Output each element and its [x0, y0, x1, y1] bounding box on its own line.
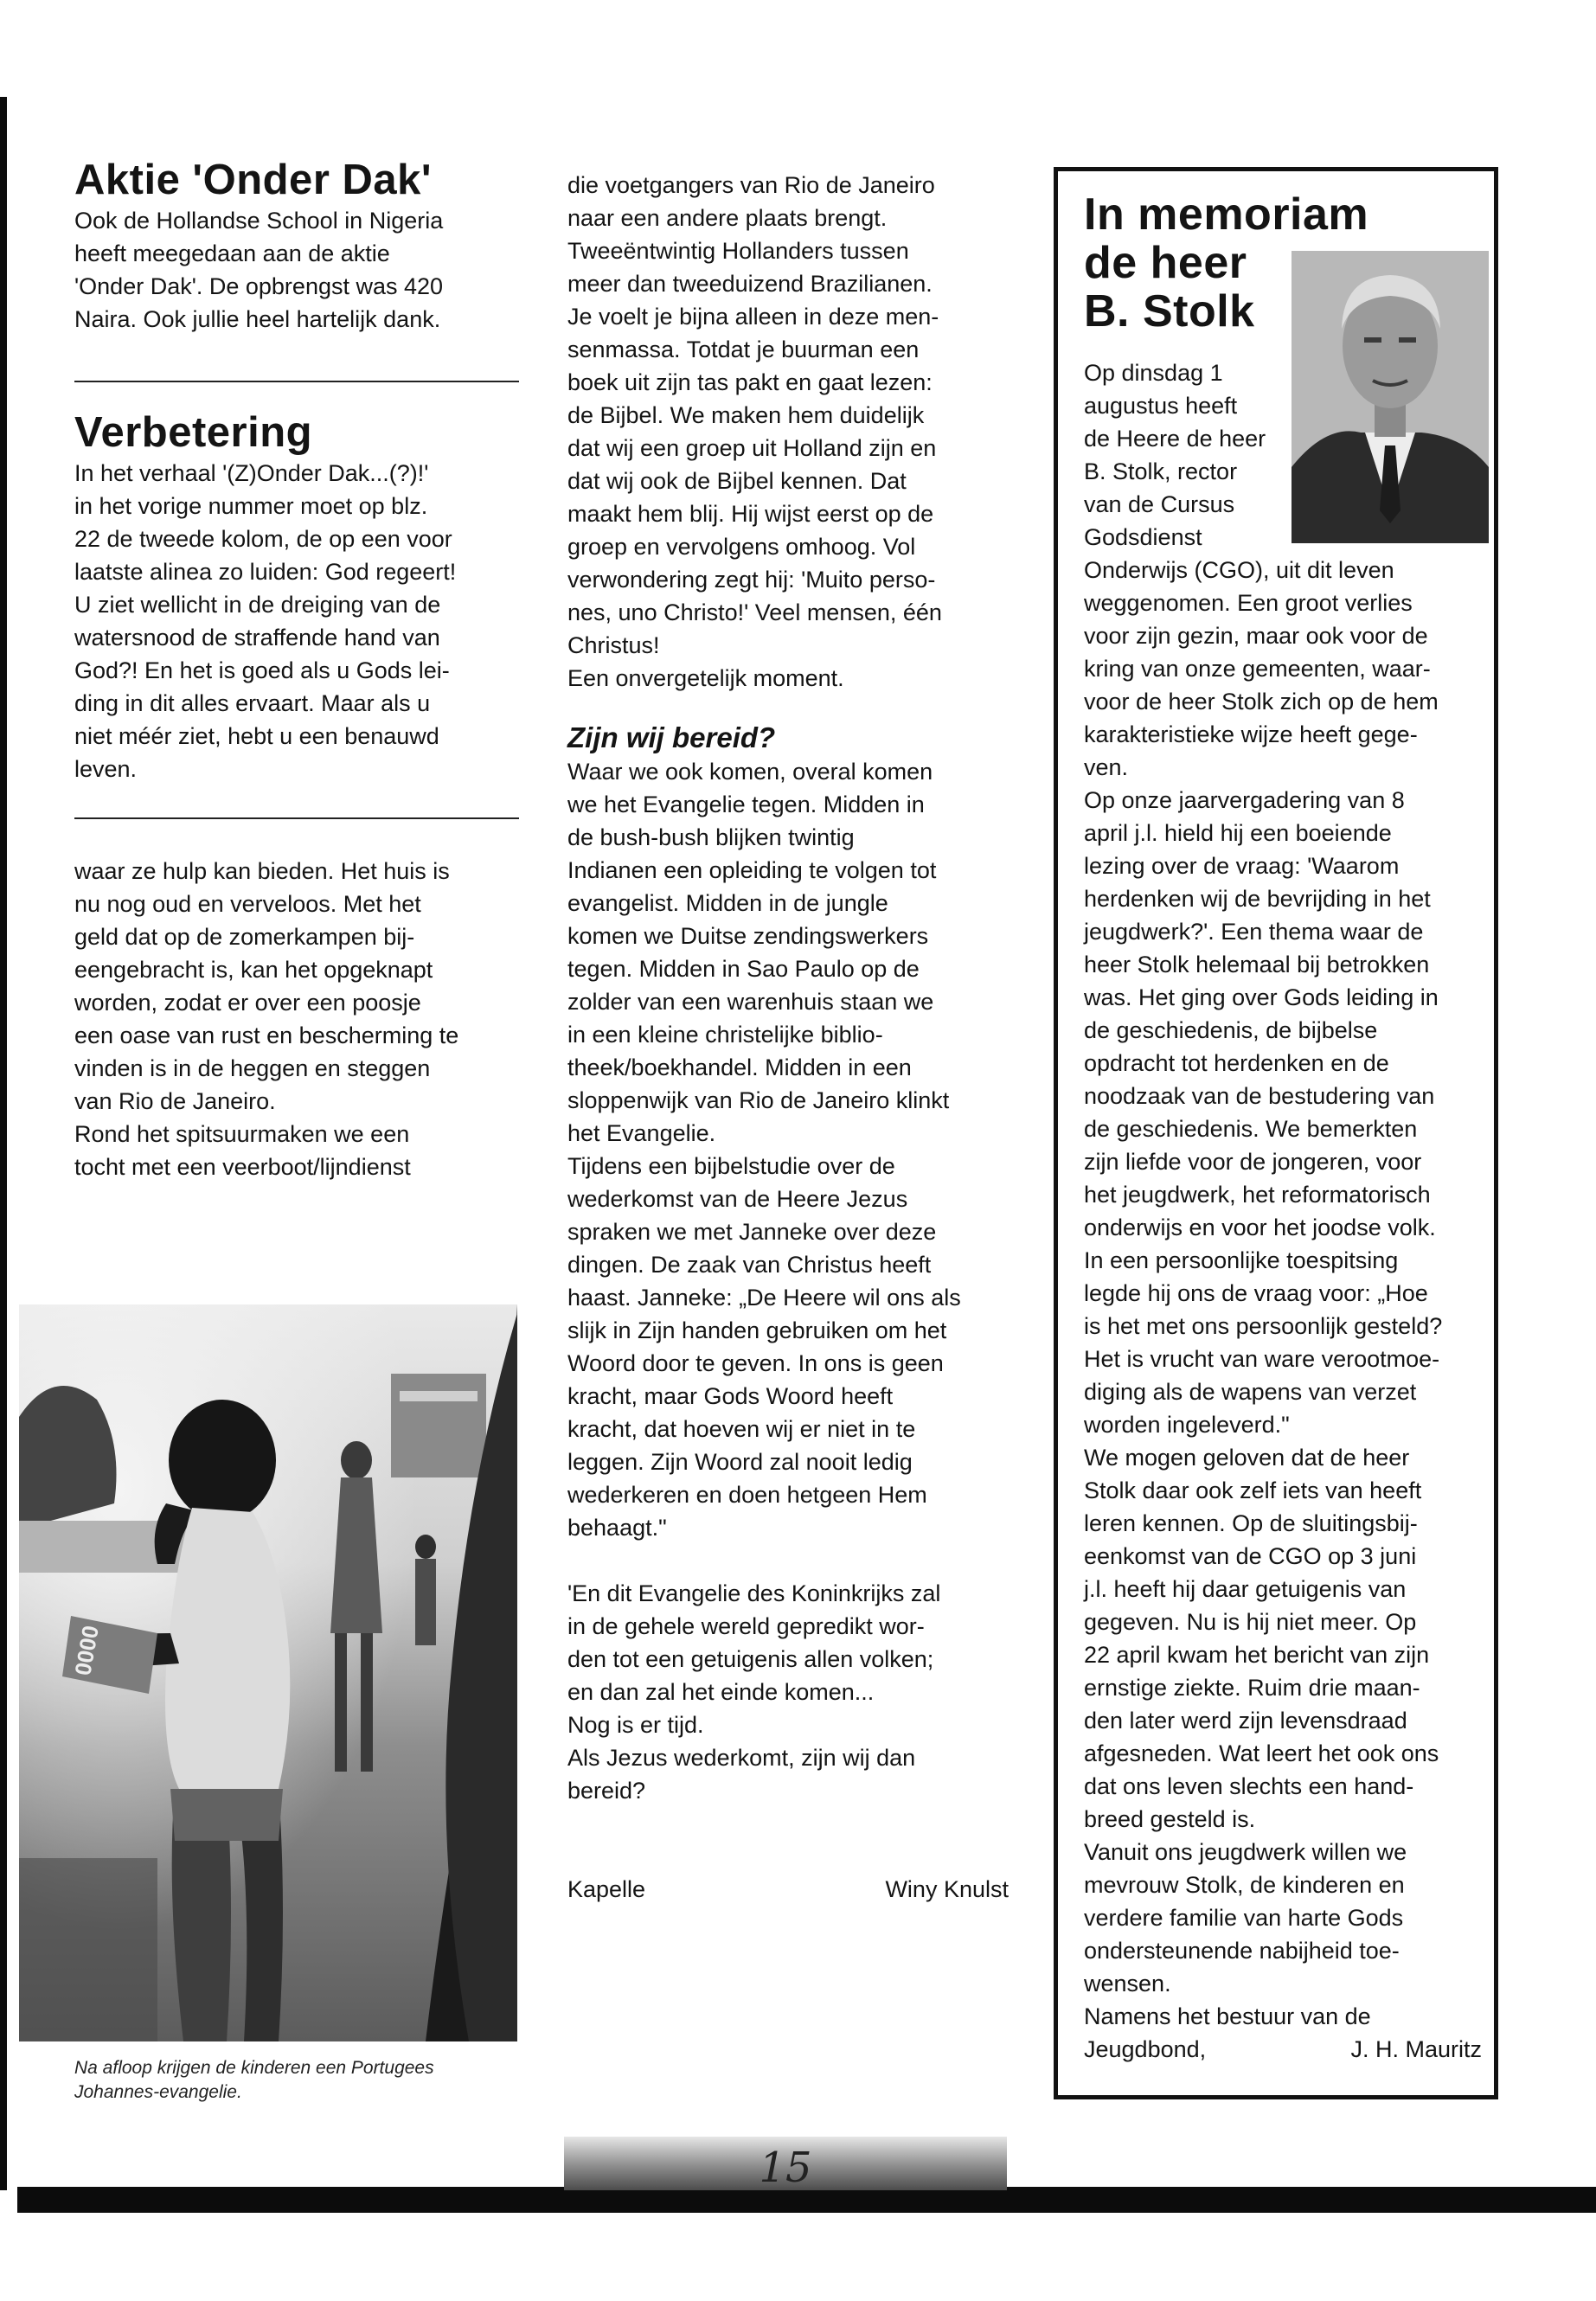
text-line: We mogen geloven dat de heer: [1084, 1445, 1410, 1471]
text-line: laatste alinea zo luiden: God regeert!: [74, 559, 457, 585]
text-line: dat wij ook de Bijbel kennen. Dat: [567, 468, 907, 494]
memoriam-title-line: de heer: [1084, 238, 1247, 288]
text-line: Naira. Ook jullie heel hartelijk dank.: [74, 306, 441, 332]
text-line: onderwijs en voor het joodse volk.: [1084, 1215, 1436, 1240]
child-photo: [19, 1304, 517, 2041]
text-line: Woord door te geven. In ons is geen: [567, 1350, 944, 1376]
text-line: groep en vervolgens omhoog. Vol: [567, 534, 916, 560]
text-line: kring van onze gemeenten, waar-: [1084, 656, 1431, 682]
middle-section: [567, 755, 1009, 1544]
text-line: verdere familie van harte Gods: [1084, 1905, 1404, 1931]
section-heading: Zijn wij bereid?: [567, 721, 776, 753]
text-line: nes, uno Christo!' Veel mensen, één: [567, 599, 942, 625]
text-line: Vanuit ons jeugdwerk willen we: [1084, 1839, 1407, 1865]
verbetering-title: Verbetering: [74, 409, 313, 456]
text-line: eengebracht is, kan het opgeknapt: [74, 957, 433, 983]
text-line: Namens het bestuur van de: [1084, 2003, 1371, 2029]
continued-article: [74, 855, 524, 1183]
column-middle: [567, 169, 1009, 1906]
text-line: Nog is er tijd.: [567, 1712, 704, 1738]
text-line: dingen. De zaak van Christus heeft: [567, 1252, 932, 1278]
text-line: leggen. Zijn Woord zal nooit ledig: [567, 1449, 913, 1475]
text-line: senmassa. Totdat je buurman een: [567, 336, 920, 362]
text-line: we het Evangelie tegen. Midden in: [567, 792, 925, 817]
text-line: worden ingeleverd.": [1084, 1412, 1290, 1438]
text-line: verwondering zegt hij: 'Muito perso-: [567, 567, 936, 593]
text-line: In een persoonlijke toespitsing: [1084, 1247, 1399, 1273]
text-line: zolder van een warenhuis staan we: [567, 989, 934, 1015]
text-line: nu nog oud en verveloos. Met het: [74, 891, 421, 917]
text-line: 'Onder Dak'. De opbrengst was 420: [74, 273, 444, 299]
text-line: spraken we met Janneke over deze: [567, 1219, 937, 1245]
text-line: karakteristieke wijze heeft gege-: [1084, 721, 1418, 747]
text-line: Ook de Hollandse School in Nigeria: [74, 208, 444, 234]
text-line: de bush-bush blijken twintig: [567, 824, 855, 850]
text-line: diging als de wapens van verzet: [1084, 1379, 1417, 1405]
text-line: van de Cursus: [1084, 491, 1235, 517]
text-line: slijk in Zijn handen gebruiken om het: [567, 1317, 947, 1343]
text-line: lezing over de vraag: 'Waarom: [1084, 853, 1400, 879]
text-line: heeft meegedaan aan de aktie: [74, 240, 390, 266]
text-line: Tweeëntwintig Hollanders tussen: [567, 238, 909, 264]
text-line: B. Stolk, rector: [1084, 458, 1238, 484]
text-line: in de gehele wereld gepredikt wor-: [567, 1613, 925, 1639]
text-line: is het met ons persoonlijk gesteld?: [1084, 1313, 1443, 1339]
text-line: behaagt.": [567, 1515, 667, 1541]
text-line: God?! En het is goed als u Gods lei-: [74, 657, 450, 683]
text-line: Indianen een opleiding te volgen tot: [567, 857, 937, 883]
text-line: Op dinsdag 1: [1084, 360, 1223, 386]
text-line: in een kleine christelijke biblio-: [567, 1022, 883, 1048]
text-line: het Evangelie.: [567, 1120, 716, 1146]
text-line: bereid?: [567, 1778, 646, 1804]
text-line: afgesneden. Wat leert het ook ons: [1084, 1740, 1439, 1766]
aktie-body: [74, 204, 524, 336]
text-line: vinden is in de heggen en steggen: [74, 1055, 431, 1081]
text-line: maakt hem blij. Hij wijst eerst op de: [567, 501, 934, 527]
text-line: watersnood de straffende hand van: [74, 625, 440, 651]
text-line: Godsdienst: [1084, 524, 1202, 550]
text-line: de Heere de heer: [1084, 426, 1266, 452]
text-line: de Bijbel. We maken hem duidelijk: [567, 402, 925, 428]
text-line: ernstige ziekte. Ruim drie maan-: [1084, 1675, 1420, 1701]
divider: [74, 381, 519, 382]
text-line: dat wij een groep uit Holland zijn en: [567, 435, 937, 461]
middle-intro: [567, 169, 1009, 695]
text-line: sloppenwijk van Rio de Janeiro klinkt: [567, 1087, 950, 1113]
text-line: tegen. Midden in Sao Paulo op de: [567, 956, 920, 982]
text-line: Als Jezus wederkomt, zijn wij dan: [567, 1745, 916, 1771]
text-line: meer dan tweeduizend Brazilianen.: [567, 271, 933, 297]
text-line: jeugdwerk?'. Een thema waar de: [1084, 919, 1424, 945]
text-line: niet méér ziet, hebt u een benauwd: [74, 723, 439, 749]
text-line: de geschiedenis, de bijbelse: [1084, 1017, 1378, 1043]
text-line: den tot een getuigenis allen volken;: [567, 1646, 934, 1672]
text-line: kracht, dat hoeven wij er niet in te: [567, 1416, 916, 1442]
text-line: ven.: [1084, 754, 1129, 780]
text-line: naar een andere plaats brengt.: [567, 205, 888, 231]
text-line: Een onvergetelijk moment.: [567, 665, 844, 691]
text-line: die voetgangers van Rio de Janeiro: [567, 172, 935, 198]
text-line: zijn liefde voor de jongeren, voor: [1084, 1149, 1422, 1175]
text-line: augustus heeft: [1084, 393, 1238, 419]
text-line: Onderwijs (CGO), uit dit leven: [1084, 557, 1394, 583]
text-line: van Rio de Janeiro.: [74, 1088, 276, 1114]
text-line: wederkeren en doen hetgeen Hem: [567, 1482, 927, 1508]
text-line: 22 april kwam het bericht van zijn: [1084, 1642, 1430, 1668]
verbetering-section: [74, 408, 524, 785]
signature-organisation: Jeugdbond,: [1084, 2036, 1207, 2062]
signature-name: J. H. Mauritz: [1350, 2036, 1482, 2062]
text-line: dat ons leven slechts een hand-: [1084, 1773, 1414, 1799]
divider: [74, 817, 519, 819]
text-line: april j.l. hield hij een boeiende: [1084, 820, 1392, 846]
text-line: boek uit zijn tas pakt en gaat lezen:: [567, 369, 933, 395]
text-line: den later werd zijn levensdraad: [1084, 1708, 1407, 1734]
memoriam-signature: [1084, 2033, 1482, 2066]
verbetering-body: [74, 457, 524, 785]
text-line: heer Stolk helemaal bij betrokken: [1084, 952, 1430, 977]
text-line: in het vorige nummer moet op blz.: [74, 493, 428, 519]
aktie-title: Aktie 'Onder Dak': [74, 157, 433, 203]
caption-line: Johannes-evangelie.: [74, 2082, 242, 2102]
memoriam-body: [1084, 554, 1482, 2066]
text-line: de geschiedenis. We bemerkten: [1084, 1116, 1418, 1142]
text-line: Stolk daar ook zelf iets van heeft: [1084, 1477, 1422, 1503]
text-line: Op onze jaarvergadering van 8: [1084, 787, 1405, 813]
in-memoriam-content: [1084, 190, 1482, 2066]
text-line: worden, zodat er over een poosje: [74, 990, 421, 1016]
text-line: Rond het spitsuurmaken we een: [74, 1121, 410, 1147]
text-line: wensen.: [1084, 1971, 1171, 1997]
text-line: voor zijn gezin, maar ook voor de: [1084, 623, 1428, 649]
text-line: haast. Janneke: „De Heere wil ons als: [567, 1285, 961, 1311]
signature-place: Kapelle: [567, 1876, 646, 1902]
article-signature: [567, 1873, 1009, 1906]
in-memoriam-box: [1054, 167, 1498, 2099]
text-line: leren kennen. Op de sluitingsbij-: [1084, 1510, 1418, 1536]
text-line: leven.: [74, 756, 138, 782]
text-line: kracht, maar Gods Woord heeft: [567, 1383, 894, 1409]
text-line: noodzaak van de bestudering van: [1084, 1083, 1435, 1109]
bible-quote: [567, 1577, 1009, 1807]
photo-sign-text: 0000: [69, 1623, 104, 1678]
text-line: herdenken wij de bevrijding in het: [1084, 886, 1431, 912]
text-line: het jeugdwerk, het reformatorisch: [1084, 1182, 1431, 1208]
text-line: 'En dit Evangelie des Koninkrijks zal: [567, 1580, 941, 1606]
text-line: ding in dit alles ervaart. Maar als u: [74, 690, 431, 716]
text-line: ondersteunende nabijheid toe-: [1084, 1938, 1400, 1964]
text-line: U ziet wellicht in de dreiging van de: [74, 592, 441, 618]
text-line: 22 de tweede kolom, de op een voor: [74, 526, 452, 552]
page-number-box: [564, 2137, 1007, 2190]
signature-author: Winy Knulst: [885, 1876, 1009, 1902]
text-line: j.l. heeft hij daar getuigenis van: [1084, 1576, 1407, 1602]
text-line: Christus!: [567, 632, 660, 658]
memoriam-title-line: B. Stolk: [1084, 286, 1255, 336]
text-line: Je voelt je bijna alleen in deze men-: [567, 304, 939, 330]
text-line: voor de heer Stolk zich op de hem: [1084, 689, 1439, 715]
text-line: Tijdens een bijbelstudie over de: [567, 1153, 895, 1179]
text-line: theek/boekhandel. Midden in een: [567, 1054, 912, 1080]
text-line: een oase van rust en bescherming te: [74, 1022, 459, 1048]
text-line: In het verhaal '(Z)Onder Dak...(?)!': [74, 460, 429, 486]
text-line: legde hij ons de vraag voor: „Hoe: [1084, 1280, 1428, 1306]
text-line: geld dat op de zomerkampen bij-: [74, 924, 415, 950]
text-line: gegeven. Nu is hij niet meer. Op: [1084, 1609, 1417, 1635]
memoriam-intro: [1084, 356, 1482, 554]
column-left: [74, 156, 524, 336]
text-line: breed gesteld is.: [1084, 1806, 1256, 1832]
text-line: was. Het ging over Gods leiding in: [1084, 984, 1439, 1010]
photo-caption: [74, 2056, 507, 2105]
text-line: komen we Duitse zendingswerkers: [567, 923, 929, 949]
text-line: Waar we ook komen, overal komen: [567, 759, 933, 785]
text-line: evangelist. Midden in de jungle: [567, 890, 888, 916]
memoriam-title-line: In memoriam: [1084, 189, 1369, 240]
caption-line: Na afloop krijgen de kinderen een Portugees: [74, 2058, 434, 2078]
text-line: mevrouw Stolk, de kinderen en: [1084, 1872, 1405, 1898]
text-line: waar ze hulp kan bieden. Het huis is: [74, 858, 450, 884]
page-edge-left: [0, 97, 7, 2190]
text-line: eenkomst van de CGO op 3 juni: [1084, 1543, 1417, 1569]
page-number: 15: [759, 2144, 812, 2192]
text-line: wederkomst van de Heere Jezus: [567, 1186, 908, 1212]
text-line: weggenomen. Een groot verlies: [1084, 590, 1413, 616]
text-line: en dan zal het einde komen...: [567, 1679, 875, 1705]
text-line: tocht met een veerboot/lijndienst: [74, 1154, 411, 1180]
text-line: Het is vrucht van ware verootmoe-: [1084, 1346, 1440, 1372]
text-line: opdracht tot herdenken en de: [1084, 1050, 1389, 1076]
